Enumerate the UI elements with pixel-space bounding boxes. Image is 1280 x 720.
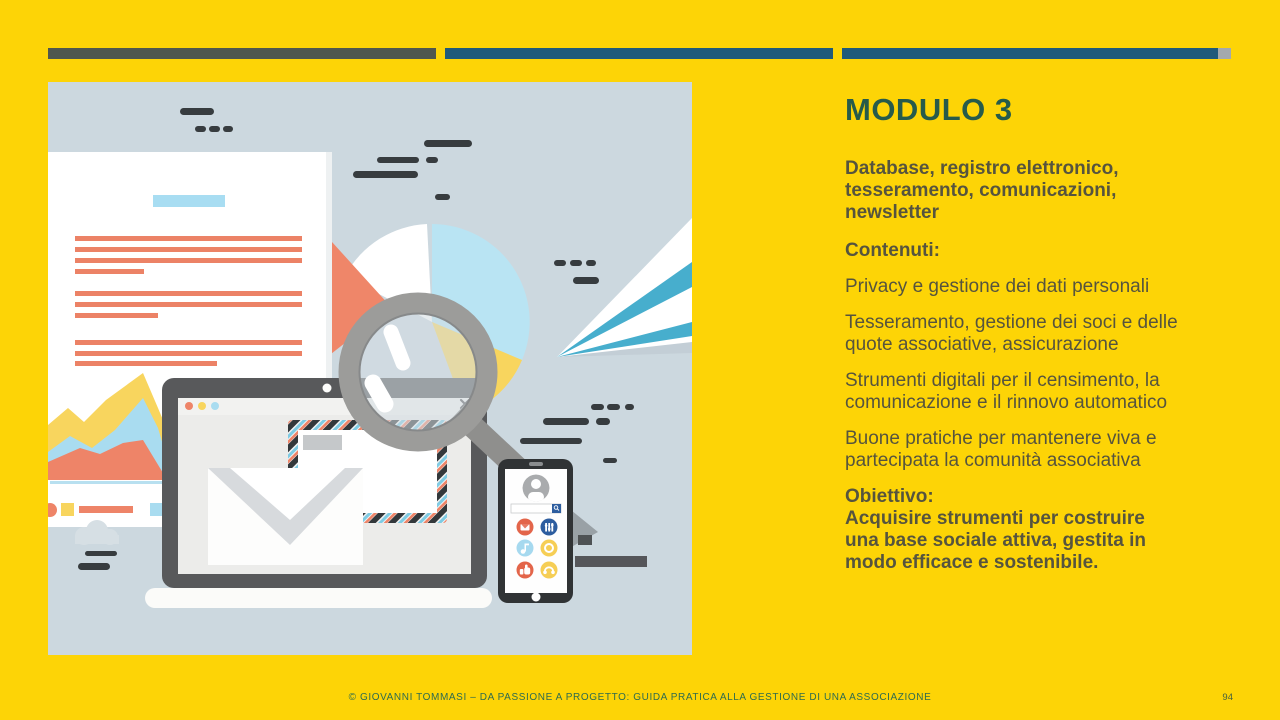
footer-credit: © GIOVANNI TOMMASI – DA PASSIONE A PROGETTO: GUIDA PRATICA ALLA GESTIONE DI UNA ASSOCIAZIONE xyxy=(348,692,932,703)
search-input xyxy=(511,504,561,513)
headphones-app-icon xyxy=(541,562,558,579)
accent-bar-middle xyxy=(445,48,833,59)
accent-bar-endcap xyxy=(1218,48,1231,59)
document-header-bar xyxy=(153,195,225,207)
content-item-buone-pratiche: Buone pratiche per mantenere viva e partecipata la comunità associativa xyxy=(845,428,1157,471)
accent-bar-right xyxy=(842,48,1218,59)
envelope-icon xyxy=(208,468,363,565)
module-subtitle: Database, registro elettronico, tesseramento, comunicazioni, newsletter xyxy=(845,158,1119,223)
phone-home-button xyxy=(532,593,541,602)
laptop-camera xyxy=(323,384,332,393)
slide-text-column xyxy=(845,92,1245,588)
page-title: MODULO 3 xyxy=(845,92,1013,127)
smartphone-icon xyxy=(498,459,573,603)
equalizer-app-icon xyxy=(541,519,558,536)
contents-heading: Contenuti: xyxy=(845,240,940,261)
content-item-tesseramento: Tesseramento, gestione dei soci e delle quote associative, assicurazione xyxy=(845,312,1178,355)
music-app-icon xyxy=(517,540,534,557)
ring-app-icon xyxy=(541,540,558,557)
illustration-svg xyxy=(48,82,692,655)
content-item-privacy: Privacy e gestione dei dati personali xyxy=(845,276,1150,297)
objective-paragraph: Obiettivo: Acquisire strumenti per costruire una base sociale attiva, gestita in modo efficace e sostenibile. xyxy=(845,486,1146,573)
magnifier-icon xyxy=(349,303,487,441)
like-app-icon xyxy=(517,562,534,579)
slide-illustration xyxy=(48,82,692,655)
mail-app-icon xyxy=(517,519,534,536)
phone-speaker xyxy=(529,462,543,466)
laptop-base xyxy=(145,588,492,608)
accent-bar-left xyxy=(48,48,436,59)
content-item-strumenti: Strumenti digitali per il censimento, la comunicazione e il rinnovo automatico xyxy=(845,370,1168,413)
page-number: 94 xyxy=(1222,692,1233,703)
